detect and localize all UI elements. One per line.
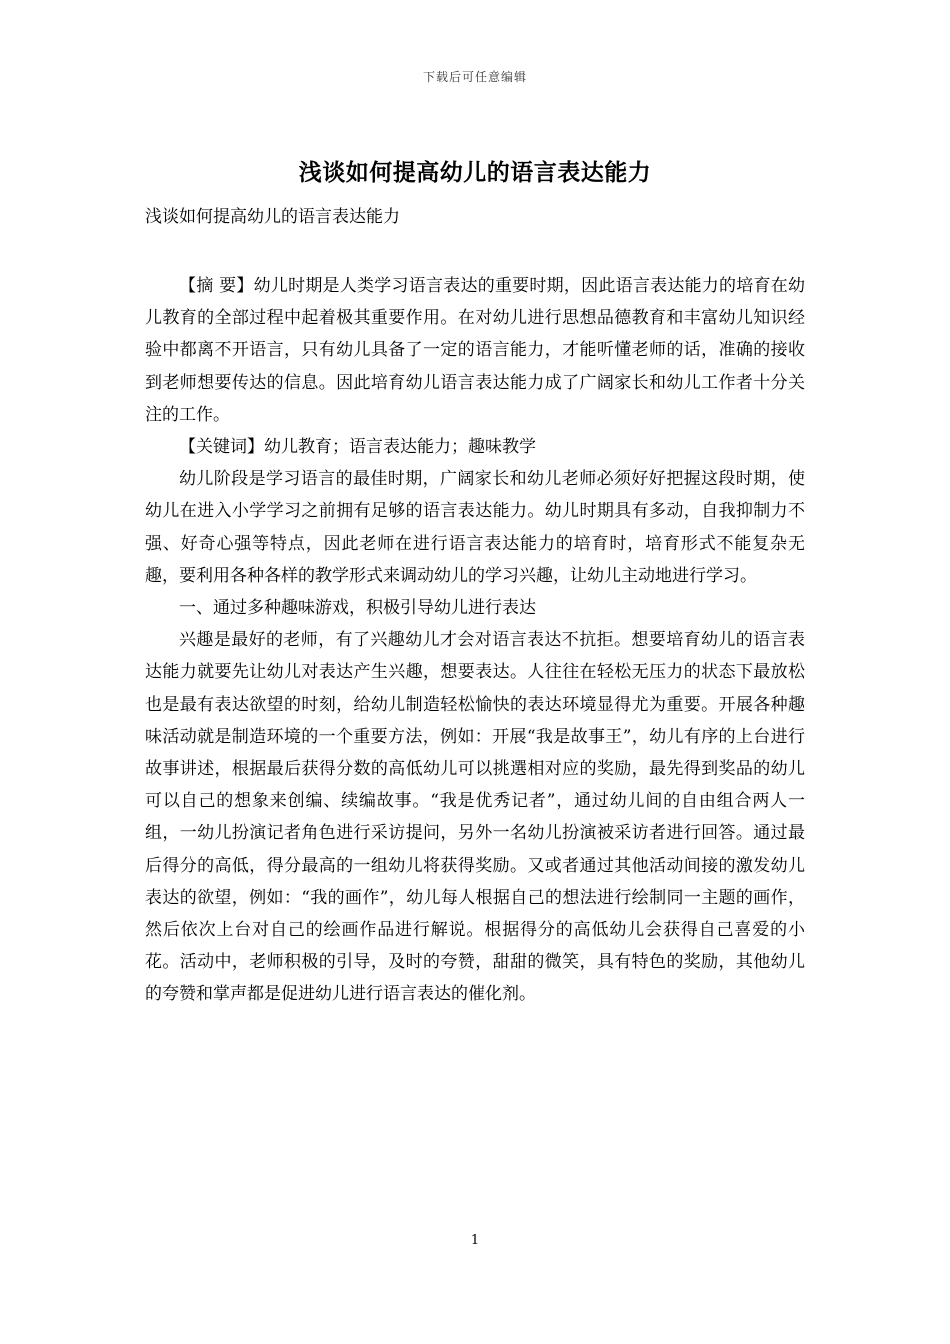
document-body [145,270,805,1011]
document-subtitle: 浅谈如何提高幼儿的语言表达能力 [145,207,400,227]
abstract-paragraph: 【摘 要】幼儿时期是人类学习语言表达的重要时期，因此语言表达能力的培育在幼儿教育的全部过程中起着极其重要作用。在对幼儿进行思想品德教育和丰富幼儿知识经验中都离不开语言，只有幼儿具备了一定的语言能力，才能听懂老师的话，准确的接收到老师想要传达的信息。因此培育幼儿语言表达能力成了广阔家长和幼儿工作者十分关注的工作。 [145,276,805,425]
document-title: 浅谈如何提高幼儿的语言表达能力 [298,159,652,186]
section-heading: 一、通过多种趣味游戏，积极引导幼儿进行表达 [179,598,536,619]
keywords-paragraph: 【关键词】幼儿教育；语言表达能力；趣味教学 [179,437,536,458]
page-number: 1 [470,1233,480,1248]
intro-paragraph: 幼儿阶段是学习语言的最佳时期，广阔家长和幼儿老师必须好好把握这段时期，使幼儿在进入小学学习之前拥有足够的语言表达能力。幼儿时期具有多动，自我抑制力不强、好奇心强等特点，因此老师在进行语言表达能力的培育时，培育形式不能复杂无趣，要利用各种各样的教学形式来调动幼儿的学习兴趣，让幼儿主动地进行学习。 [145,469,805,586]
header-note: 下载后可任意编辑 [422,70,527,84]
section-paragraph: 兴趣是最好的老师，有了兴趣幼儿才会对语言表达不抗拒。想要培育幼儿的语言表达能力就要先让幼儿对表达产生兴趣，想要表达。人往往在轻松无压力的状态下最放松也是最有表达欲望的时刻，给幼儿制造轻松愉快的表达环境显得尤为重要。开展各种趣味活动就是制造环境的一个重要方法，例如：开展“我是故事王”，幼儿有序的上台进行故事讲述，根据最后获得分数的高低幼儿可以挑選相对应的奖励，最先得到奖品的幼儿可以自己的想象来创编、续编故事。“我是优秀记者”，通过幼儿间的自由组合两人一组，一幼儿扮演记者角色进行采访提问，另外一名幼儿扮演被采访者进行回答。通过最后得分的高低，得分最高的一组幼儿将获得奖励。又或者通过其他活动间接的激发幼儿表达的欲望，例如：“我的画作”，幼儿每人根据自己的想法进行绘制同一主题的画作，然后依次上台对自己的绘画作品进行解说。根据得分的高低幼儿会获得自己喜爱的小花。活动中，老师积极的引导，及时的夸赞，甜甜的微笑，具有特色的奖励，其他幼儿的夸赞和掌声都是促进幼儿进行语言表达的催化剂。 [145,630,805,1005]
